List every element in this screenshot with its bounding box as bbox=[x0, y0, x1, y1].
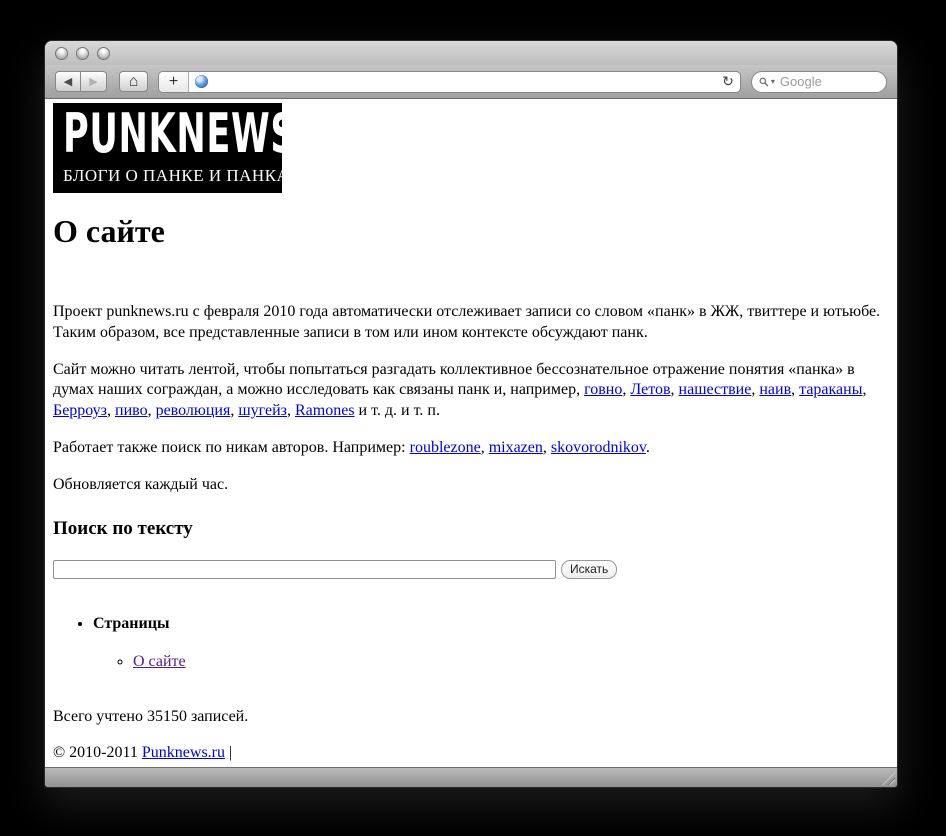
search-engine-chevron-icon[interactable]: ▾ bbox=[770, 76, 775, 86]
site-logo-tagline: БЛОГИ О ПАНКЕ И ПАНКАХ bbox=[63, 166, 303, 185]
home-button[interactable] bbox=[119, 71, 148, 92]
text-segment: , bbox=[862, 381, 867, 399]
text-segment: , bbox=[230, 402, 239, 420]
forward-arrow-icon: ▶ bbox=[89, 76, 98, 88]
new-tab-button[interactable] bbox=[159, 72, 189, 92]
text-search-heading: Поиск по тексту bbox=[53, 517, 193, 539]
inline-link[interactable]: skovorodnikov bbox=[550, 438, 646, 456]
text-segment: , bbox=[542, 438, 551, 456]
inline-link[interactable]: наив bbox=[759, 381, 792, 399]
zoom-button[interactable] bbox=[97, 47, 110, 60]
google-search-field[interactable] bbox=[751, 71, 887, 93]
window-titlebar[interactable] bbox=[45, 41, 897, 65]
inline-link[interactable]: пиво bbox=[115, 402, 148, 420]
update-frequency-paragraph: Обновляется каждый час. bbox=[53, 475, 229, 493]
url-input[interactable] bbox=[213, 72, 716, 92]
status-bar bbox=[45, 767, 897, 787]
page-content bbox=[45, 99, 897, 767]
page-title: О сайте bbox=[53, 213, 165, 249]
nav-button-group bbox=[55, 71, 107, 92]
copyright-line bbox=[53, 743, 889, 764]
inline-link[interactable]: Ramones bbox=[295, 402, 355, 420]
text-segment: , bbox=[107, 402, 115, 420]
text-search-form bbox=[53, 560, 889, 579]
resize-grip[interactable] bbox=[882, 772, 895, 785]
text-segment: , bbox=[480, 438, 489, 456]
search-submit-button[interactable]: Искать bbox=[561, 560, 617, 579]
site-logo-title: PUNKNEWS bbox=[63, 102, 297, 165]
intro-paragraph: Проект punknews.ru с февраля 2010 года автоматически отслеживает записи со словом «панк» в ЖЖ, твиттере и ютьюбе. Таким образом, все представленные записи в том или ином контексте обсуждают панк. bbox=[53, 303, 881, 341]
text-segment: Работает также поиск по никам авторов. Например: bbox=[53, 438, 410, 456]
browser-toolbar bbox=[45, 65, 897, 99]
address-bar bbox=[158, 71, 741, 93]
inline-link[interactable]: тараканы bbox=[799, 381, 863, 399]
authors-search-paragraph bbox=[53, 438, 889, 459]
home-icon: ⌂ bbox=[128, 72, 139, 90]
text-segment: , bbox=[670, 381, 679, 399]
records-count-text: Всего учтено 35150 записей. bbox=[53, 707, 249, 725]
forward-button[interactable] bbox=[81, 71, 107, 92]
text-segment: , bbox=[147, 402, 156, 420]
back-arrow-icon: ◀ bbox=[63, 76, 73, 88]
pages-widget-item bbox=[93, 615, 889, 671]
text-segment: , bbox=[751, 381, 760, 399]
inline-link[interactable]: Берроуз bbox=[53, 402, 107, 420]
google-search-input[interactable] bbox=[777, 74, 878, 89]
text-segment: , bbox=[622, 381, 631, 399]
magnifier-icon bbox=[759, 76, 769, 88]
inline-link[interactable]: Punknews.ru bbox=[141, 744, 225, 762]
plus-icon: + bbox=[168, 72, 179, 90]
reload-button[interactable] bbox=[716, 72, 740, 92]
inline-link[interactable]: нашествие bbox=[678, 381, 752, 399]
browser-window bbox=[44, 40, 898, 788]
inline-link[interactable]: roublezone bbox=[409, 438, 481, 456]
text-segment: © 2010-2011 bbox=[53, 744, 142, 762]
list-item bbox=[133, 653, 889, 671]
about-page-link[interactable]: О сайте bbox=[133, 652, 186, 670]
inline-link[interactable]: mixazen bbox=[488, 438, 543, 456]
text-segment: , bbox=[287, 402, 295, 420]
inline-link[interactable]: Летов bbox=[630, 381, 671, 399]
pages-widget-title: Страницы bbox=[93, 614, 170, 632]
inline-link[interactable]: говно bbox=[584, 381, 623, 399]
minimize-button[interactable] bbox=[76, 47, 89, 60]
back-button[interactable] bbox=[55, 71, 81, 92]
close-button[interactable] bbox=[55, 47, 68, 60]
explore-paragraph bbox=[53, 360, 889, 422]
text-segment: , bbox=[791, 381, 800, 399]
text-segment: | bbox=[225, 744, 233, 762]
pages-sublist bbox=[93, 653, 889, 671]
text-segment: и т. д. и т. п. bbox=[354, 402, 440, 420]
globe-favicon-icon bbox=[195, 75, 208, 88]
inline-link[interactable]: революция bbox=[155, 402, 231, 420]
text-search-input[interactable] bbox=[53, 560, 556, 579]
text-segment: Сайт можно читать лентой, чтобы попытаться разгадать коллективное бессознательное отражение понятия «панка» в думах наших сограждан, а можно исследовать как связаны панк и, например, bbox=[53, 360, 855, 399]
inline-link[interactable]: шугейз bbox=[238, 402, 287, 420]
pages-widget bbox=[53, 615, 889, 671]
text-segment: . bbox=[645, 438, 650, 456]
site-logo[interactable] bbox=[53, 102, 303, 193]
reload-icon: ↻ bbox=[722, 73, 734, 89]
